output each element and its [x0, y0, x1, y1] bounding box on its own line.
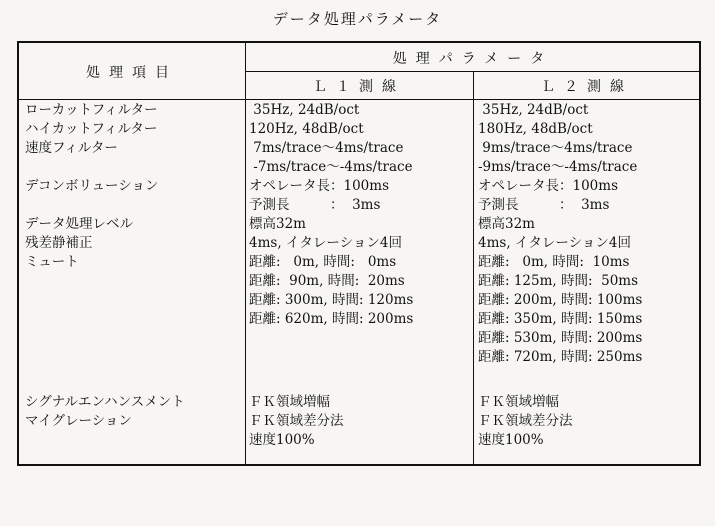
table-row [19, 158, 699, 177]
l2-cell: 距離: 720m, 時間: 250ms [478, 349, 643, 365]
l1-cell: 120Hz, 48dB/oct [249, 121, 364, 137]
l1-cell: 4ms, イタレーション4回 [249, 235, 402, 251]
l2-cell: 標高32m [478, 216, 535, 232]
l1-cell: 距離: 620m, 時間: 200ms [249, 311, 414, 327]
table-row [19, 272, 699, 291]
header-divider-sub [245, 71, 699, 72]
item-cell: マイグレーション [25, 413, 132, 429]
header-item: 処理項目 [86, 65, 178, 81]
l1-cell: オペレータ長：100ms [249, 178, 389, 194]
l1-cell: 距離: 0m, 時間: 0ms [249, 254, 397, 270]
l1-cell: 距離: 90m, 時間: 20ms [249, 273, 405, 289]
l2-cell: 4ms, イタレーション4回 [478, 235, 631, 251]
parameter-table [17, 41, 701, 466]
table-row [19, 291, 699, 310]
l2-cell: 速度100% [478, 432, 544, 448]
item-cell: ハイカットフィルター [25, 121, 158, 137]
l2-cell: オペレータ長：100ms [478, 178, 618, 194]
l1-cell: ＦＫ領域増幅 [249, 394, 330, 410]
item-cell: ローカットフィルター [25, 102, 158, 118]
header-l2: Ｌ２測線 [541, 79, 633, 95]
l1-cell: 35Hz, 24dB/oct [249, 102, 360, 118]
l1-cell: -7ms/trace～-4ms/trace [249, 159, 413, 175]
item-cell: 残差静補正 [25, 235, 93, 251]
table-row [19, 329, 699, 348]
table-row [19, 393, 699, 412]
l2-cell: 距離: 200m, 時間: 100ms [478, 292, 643, 308]
item-cell: データ処理レベル [25, 216, 133, 232]
l1-cell: 距離: 300m, 時間: 120ms [249, 292, 414, 308]
table-row [19, 139, 699, 158]
l2-cell: 180Hz, 48dB/oct [478, 121, 593, 137]
l2-cell: 距離: 350m, 時間: 150ms [478, 311, 643, 327]
l1-cell: ＦＫ領域差分法 [249, 413, 344, 429]
table-row [19, 101, 699, 120]
table-row [19, 120, 699, 139]
item-cell: ミュート [25, 254, 79, 270]
l2-cell: ＦＫ領域差分法 [478, 413, 573, 429]
l2-cell: 距離: 125m, 時間: 50ms [478, 273, 639, 289]
table-row [19, 348, 699, 367]
l2-cell: 9ms/trace～4ms/trace [478, 140, 633, 156]
header-params: 処理パラメータ [392, 51, 554, 67]
table-row [19, 431, 699, 450]
header-l1: Ｌ１測線 [313, 79, 405, 95]
l2-cell: ＦＫ領域増幅 [478, 394, 559, 410]
page-title: データ処理パラメータ [272, 10, 443, 28]
item-cell: デコンボリューション [25, 178, 159, 194]
l2-cell: -9ms/trace～-4ms/trace [478, 159, 638, 175]
table-row [19, 412, 699, 431]
l1-cell: 7ms/trace～4ms/trace [249, 140, 404, 156]
table-row [19, 177, 699, 196]
table-row [19, 215, 699, 234]
l1-cell: 予測長 ： 3ms [249, 197, 381, 213]
header-divider-main [19, 99, 699, 100]
l1-cell: 速度100% [249, 432, 315, 448]
item-cell: 速度フィルター [25, 140, 118, 156]
table-row [19, 310, 699, 329]
l2-cell: 距離: 0m, 時間: 10ms [478, 254, 630, 270]
l1-cell: 標高32m [249, 216, 306, 232]
table-row [19, 234, 699, 253]
l2-cell: 距離: 530m, 時間: 200ms [478, 330, 643, 346]
l2-cell: 予測長 ： 3ms [478, 197, 610, 213]
table-row [19, 253, 699, 272]
item-cell: シグナルエンハンスメント [25, 394, 185, 410]
table-body [19, 101, 699, 464]
l2-cell: 35Hz, 24dB/oct [478, 102, 589, 118]
table-row [19, 196, 699, 215]
